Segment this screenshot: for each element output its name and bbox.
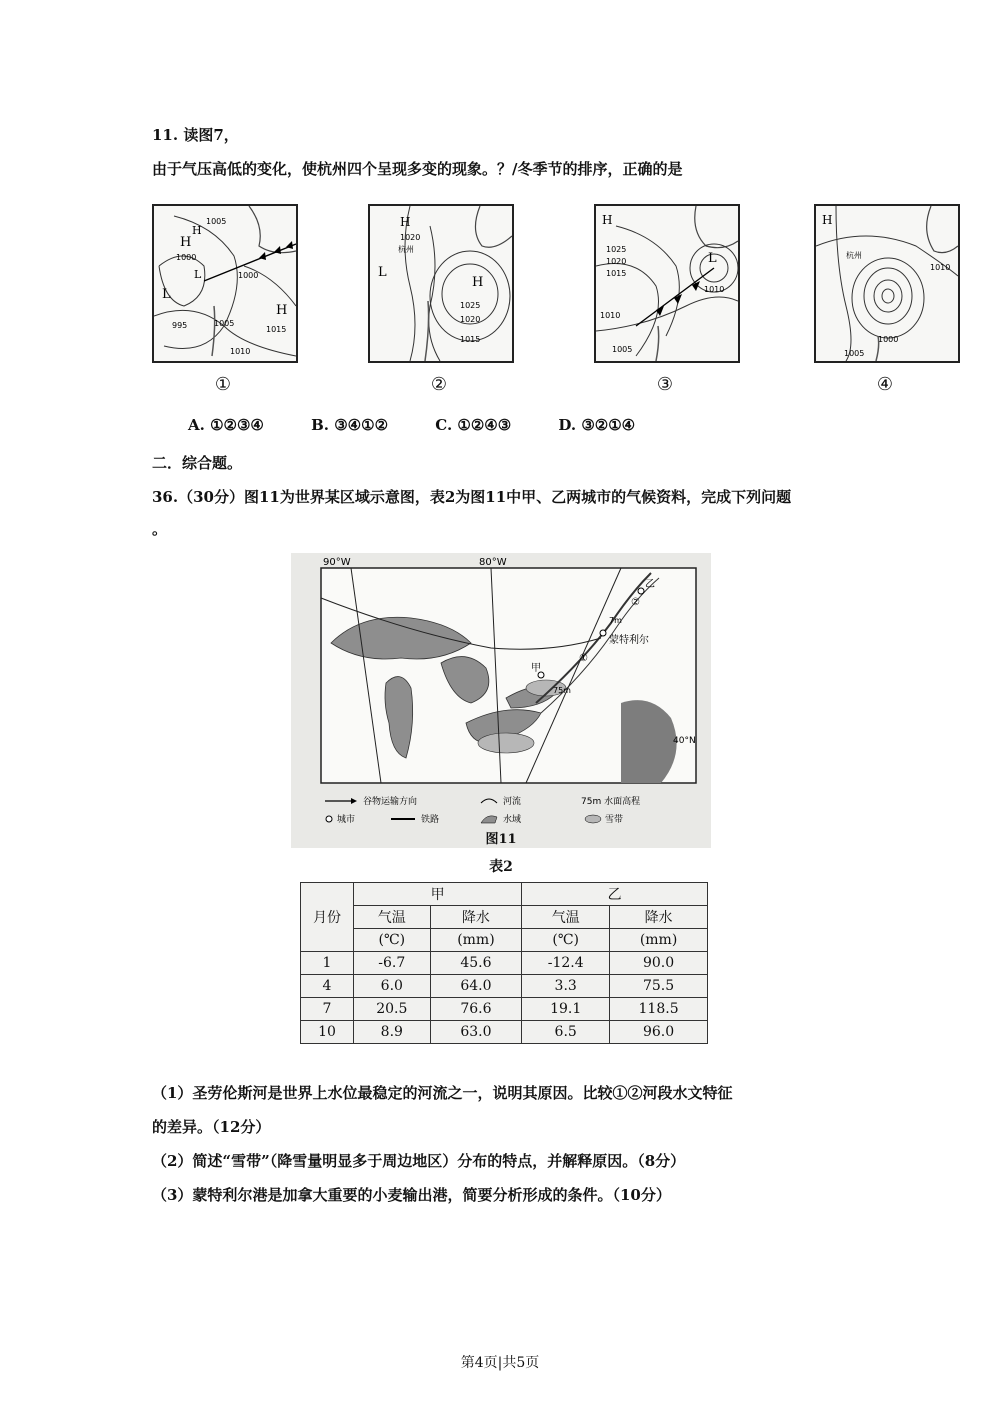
- cell: 6.0: [354, 975, 431, 998]
- map4-label-1: 杭州: [846, 251, 862, 260]
- legend-elevation: 75m 水面高程: [581, 797, 641, 807]
- lon-label-90w: 90°W: [323, 557, 351, 568]
- weather-maps: [152, 198, 960, 398]
- place-reach-2: ②: [631, 597, 640, 608]
- legend-snowbelt: 雪带: [605, 815, 624, 825]
- map1-label-5: 1005: [206, 217, 227, 226]
- map1-label-0: H: [180, 235, 192, 250]
- legend-river: 河流: [503, 797, 522, 807]
- map2-label-7: 杭州: [398, 245, 414, 254]
- cell: 7: [301, 998, 354, 1021]
- map2-label-2: H: [472, 275, 484, 290]
- weather-map-4: [814, 204, 960, 363]
- map1-label-11: 1015: [266, 325, 287, 334]
- header-city-jia: 甲: [354, 883, 522, 906]
- map1-label-3: L: [194, 268, 202, 281]
- figure-11-caption: 图11: [485, 832, 517, 847]
- table-2-title: 表2: [489, 859, 513, 875]
- cell: 19.1: [522, 998, 610, 1021]
- header-month: 月份: [301, 883, 354, 952]
- map-number-3: ③: [656, 374, 674, 395]
- cell: 8.9: [354, 1021, 431, 1044]
- header-precip-jia: 降水: [430, 906, 522, 929]
- lat-label-40n: 40°N: [673, 736, 696, 746]
- map3-label-2: 1025: [606, 245, 627, 254]
- map2-label-6: 1015: [460, 335, 481, 344]
- map1-label-7: 1000: [238, 271, 259, 280]
- cell: 4: [301, 975, 354, 998]
- cell: 75.5: [610, 975, 708, 998]
- cell: 96.0: [610, 1021, 708, 1044]
- elev-75m: 75m: [553, 686, 571, 695]
- q36-stem: 36.（30分）图11为世界某区域示意图，表2为图11中甲、乙两城市的气候资料，完成下列问题: [152, 488, 792, 506]
- cell: 3.3: [522, 975, 610, 998]
- map2-label-1: L: [378, 265, 387, 280]
- map3-label-5: 1010: [704, 285, 725, 294]
- table-row: [301, 975, 708, 998]
- option-d[interactable]: D. ③②①④: [558, 416, 636, 434]
- figure-11-map: [291, 553, 711, 848]
- legend-railway: 铁路: [421, 815, 440, 825]
- unit-precip-jia: (mm): [430, 929, 522, 952]
- map3-label-0: H: [602, 213, 613, 227]
- cell: 90.0: [610, 952, 708, 975]
- sub-question-1-end: 的差异。（12分）: [152, 1118, 271, 1136]
- q11-title: 11. 读图7，: [152, 126, 239, 144]
- table-row: [301, 952, 708, 975]
- q11-options: [188, 416, 677, 434]
- map4-label-0: H: [822, 213, 833, 227]
- cell: 6.5: [522, 1021, 610, 1044]
- unit-temp-yi: (℃): [522, 929, 610, 952]
- cell: 45.6: [430, 952, 522, 975]
- weather-map-2: [368, 204, 514, 363]
- option-c[interactable]: C. ①②④③: [435, 416, 512, 434]
- map3-label-6: 1010: [600, 311, 621, 320]
- legend-water: 水域: [503, 815, 522, 825]
- header-city-yi: 乙: [522, 883, 708, 906]
- header-temp-yi: 气温: [522, 906, 610, 929]
- cell: 10: [301, 1021, 354, 1044]
- cell: 64.0: [430, 975, 522, 998]
- q36-stem-end: 。: [152, 520, 168, 538]
- map3-label-7: 1005: [612, 345, 633, 354]
- map3-label-1: L: [708, 251, 717, 266]
- header-precip-yi: 降水: [610, 906, 708, 929]
- legend-grain: 谷物运输方向: [363, 797, 418, 807]
- weather-map-1: [152, 204, 298, 363]
- map4-label-2: 1010: [930, 263, 951, 272]
- cell: 1: [301, 952, 354, 975]
- map2-label-5: 1020: [460, 315, 481, 324]
- map1-label-9: 995: [172, 321, 188, 330]
- map2-label-4: 1025: [460, 301, 481, 310]
- place-jia: 甲: [531, 663, 541, 674]
- map1-label-4: H: [276, 303, 288, 318]
- table-row: [301, 1021, 708, 1044]
- option-b[interactable]: B. ③④①②: [311, 416, 389, 434]
- map4-label-4: 1005: [844, 349, 865, 358]
- sub-question-3: （3）蒙特利尔港是加拿大重要的小麦输出港，简要分析形成的条件。（10分）: [152, 1186, 671, 1204]
- weather-map-3: [594, 204, 740, 363]
- climate-table: [300, 882, 708, 1044]
- unit-precip-yi: (mm): [610, 929, 708, 952]
- page-footer: 第4页|共5页: [460, 1355, 540, 1371]
- map1-label-6: 1000: [176, 253, 197, 262]
- unit-temp-jia: (℃): [354, 929, 431, 952]
- legend-city: 城市: [337, 815, 356, 825]
- cell: 118.5: [610, 998, 708, 1021]
- sub-question-2: （2）简述“雪带”（降雪量明显多于周边地区）分布的特点，并解释原因。（8分）: [152, 1152, 686, 1170]
- cell: 63.0: [430, 1021, 522, 1044]
- header-temp-jia: 气温: [354, 906, 431, 929]
- map3-label-4: 1015: [606, 269, 627, 278]
- q11-stem: 由于气压高低的变化，使杭州四个呈现多变的现象。？/冬季节的排序，正确的是: [152, 160, 683, 178]
- map-number-2: ②: [430, 374, 448, 395]
- elev-7m: 7m: [609, 616, 622, 625]
- map3-label-3: 1020: [606, 257, 627, 266]
- sub-question-1: （1）圣劳伦斯河是世界上水位最稳定的河流之一，说明其原因。比较①②河段水文特征: [152, 1084, 733, 1102]
- cell: -6.7: [354, 952, 431, 975]
- place-yi: 乙: [645, 579, 655, 590]
- map4-label-3: 1000: [878, 335, 899, 344]
- lon-label-80w: 80°W: [479, 557, 507, 568]
- map2-label-3: 1020: [400, 233, 421, 242]
- cell: -12.4: [522, 952, 610, 975]
- map-number-1: ①: [214, 374, 232, 395]
- map1-label-1: H: [192, 224, 202, 237]
- map1-label-10: 1010: [230, 347, 251, 356]
- place-reach-1: ①: [579, 653, 588, 664]
- map-number-4: ④: [876, 374, 894, 395]
- place-montreal: 蒙特利尔: [609, 635, 649, 646]
- section-heading: 二．综合题。: [152, 454, 243, 472]
- map2-label-0: H: [400, 215, 411, 229]
- map1-label-8: 1005: [214, 319, 235, 328]
- map1-label-2: L: [162, 287, 171, 302]
- option-a[interactable]: A. ①②③④: [188, 416, 264, 434]
- cell: 20.5: [354, 998, 431, 1021]
- table-row: [301, 998, 708, 1021]
- cell: 76.6: [430, 998, 522, 1021]
